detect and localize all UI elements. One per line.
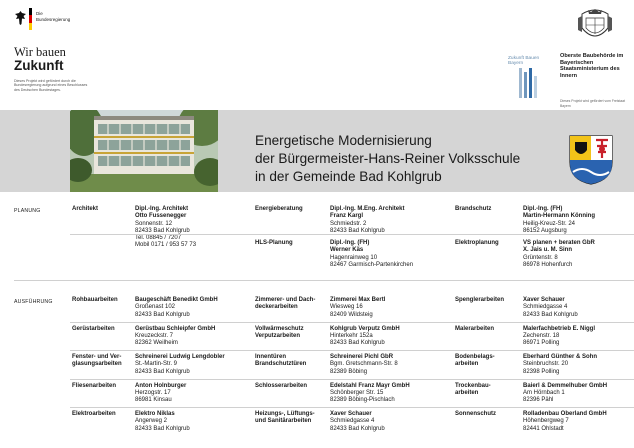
category-energieberatung: Energieberatung — [255, 206, 303, 212]
category-cell: Gerüstarbeiten — [72, 325, 115, 332]
municipal-coat-of-arms-icon — [568, 134, 614, 186]
bavaria-bars-icon — [516, 66, 546, 100]
program-note: Dieses Projekt wird gefördert durch die Bundesregierung aufgrund eines Beschlusses des Deutschen Bundestages. — [14, 79, 88, 92]
contact-elektroplanung: VS planen + beraten GbR X. Jais u. M. Sinn Grüntenstr. 8 86978 Hohenfurch — [523, 240, 595, 268]
category-cell: Rohbauarbeiten — [72, 297, 118, 303]
divider — [70, 234, 634, 235]
zukunft-bauen-bayern-logo — [508, 56, 558, 102]
ministry-name: Die Bundesregierung — [36, 11, 71, 22]
section-divider — [14, 280, 634, 281]
bundesregierung-logo — [14, 8, 84, 34]
contractor-cell: Schreinerei Pichl GbR Bgm. Gretschmann-Str. 8 82389 Böbing — [330, 354, 398, 375]
contact-architekt: Dipl.-Ing. Architekt Otto Fussenegger Sonnenstr. 12 82433 Bad Kohlgrub Tel. 08845 / 7207 Mobil 0171 / 953 57 73 — [135, 206, 197, 249]
category-brandschutz: Brandschutz — [455, 206, 492, 212]
category-hls-planung: HLS-Planung — [255, 240, 293, 246]
category-cell: Trockenbau- arbeiten — [455, 382, 491, 396]
zukunft-bauen-text: Zukunft Bauen Bayern — [508, 56, 540, 67]
section-label-ausfuehrung: AUSFÜHRUNG — [14, 299, 53, 305]
wir-bauen-zukunft-logo — [14, 46, 106, 92]
authority-title: Oberste Baubehörde im Bayerischen Staatsministerium des Innern — [560, 53, 624, 79]
category-cell: Heizungs-, Lüftungs- und Sanitärarbeiten — [255, 411, 315, 425]
contractor-cell: Malerfachbetrieb E. Niggl Zechenstr. 18 86971 Polling — [523, 325, 596, 347]
contractor-cell: Eberhard Günther & Sohn Steinbruchstr. 20 82398 Polling — [523, 354, 598, 375]
contact-energieberatung: Dipl.-Ing. M.Eng. Architekt Franz Kargl Schmiedstr. 2 82433 Bad Kohlgrub — [330, 206, 405, 234]
category-cell: Innentüren Brandschutztüren — [255, 354, 307, 368]
category-cell: Fenster- und Ver- glasungsarbeiten — [72, 354, 122, 368]
federal-eagle-icon — [14, 10, 27, 26]
contractor-cell: Gerüstbau Schleipfer GmbH Kreuzeckstr. 7 82362 Weilheim — [135, 325, 216, 347]
program-title-line1: Wir bauen — [14, 45, 66, 59]
category-elektroplanung: Elektroplanung — [455, 240, 499, 246]
category-cell: Malerarbeiten — [455, 325, 495, 332]
row-divider — [70, 350, 634, 351]
contractor-cell: Elektro Niklas Angerweg 2 82433 Bad Kohlgrub — [135, 411, 190, 432]
category-architekt: Architekt — [72, 206, 99, 212]
program-title-line2: Zukunft — [14, 58, 64, 73]
contractor-cell: Schreinerei Ludwig Lengdobler St.-Martin-Str. 9 82433 Bad Kohlgrub — [135, 354, 225, 375]
bavarian-state-crest-icon — [576, 8, 614, 44]
contractor-cell: Baierl & Demmelhuber GmbH Am Hörnbach 1 82396 Pähl — [523, 382, 608, 404]
oberste-baubehoerde-logo — [560, 8, 630, 108]
category-cell: Elektroarbeiten — [72, 411, 116, 417]
school-building-photo — [70, 110, 218, 192]
category-cell: Bodenbelags- arbeiten — [455, 354, 495, 368]
category-cell: Schlosserarbeiten — [255, 382, 308, 389]
category-cell: Spenglerarbeiten — [455, 297, 505, 303]
category-cell: Zimmerer- und Dach- deckerarbeiten — [255, 297, 316, 311]
row-divider — [70, 379, 634, 380]
contractor-cell: Xaver Schauer Schmiedgasse 4 82433 Bad Kohlgrub — [523, 297, 578, 318]
contractor-cell: Anton Holnburger Herzogstr. 17 86981 Kinsau — [135, 382, 187, 404]
project-title: Energetische Modernisierung der Bürgermeister-Hans-Reiner Volksschule in der Gemeinde Bad Kohlgrub — [255, 133, 521, 184]
flag-stripes — [29, 8, 32, 30]
contractor-cell: Rolladenbau Oberland GmbH Höhenbergweg 7 82441 Ohlstadt — [523, 411, 607, 432]
contractor-cell: Zimmerei Max Bertl Wiesweg 16 82409 Wildsteig — [330, 297, 386, 318]
category-cell: Vollwärmeschutz Verputzarbeiten — [255, 325, 304, 339]
contact-hls-planung: Dipl.-Ing. (FH) Werner Käs Hagenrainweg 10 82467 Garmisch-Partenkirchen — [330, 240, 414, 268]
row-divider — [70, 407, 634, 408]
category-cell: Sonnenschutz — [455, 411, 497, 417]
authority-note: Dieses Projekt wird gefördert vom Freistaat Bayern — [560, 99, 626, 108]
contractor-cell: Kohlgrub Verputz GmbH Hinterkehr 152a 82433 Bad Kohlgrub — [330, 325, 400, 347]
row-divider — [70, 322, 634, 323]
contractor-cell: Edelstahl Franz Mayr GmbH Schönberger Str. 15 82389 Böbing-Pischlach — [330, 382, 410, 404]
contractor-cell: Xaver Schauer Schmiedgasse 4 82433 Bad Kohlgrub — [330, 411, 385, 432]
section-label-planung: PLANUNG — [14, 208, 41, 214]
category-cell: Fliesenarbeiten — [72, 382, 117, 389]
contractor-cell: Baugeschäft Benedikt GmbH Großenast 102 82433 Bad Kohlgrub — [135, 297, 218, 318]
contact-brandschutz: Dipl.-Ing. (FH) Martin-Hermann Könning Heilig-Kreuz-Str. 24 86152 Augsburg — [523, 206, 595, 234]
